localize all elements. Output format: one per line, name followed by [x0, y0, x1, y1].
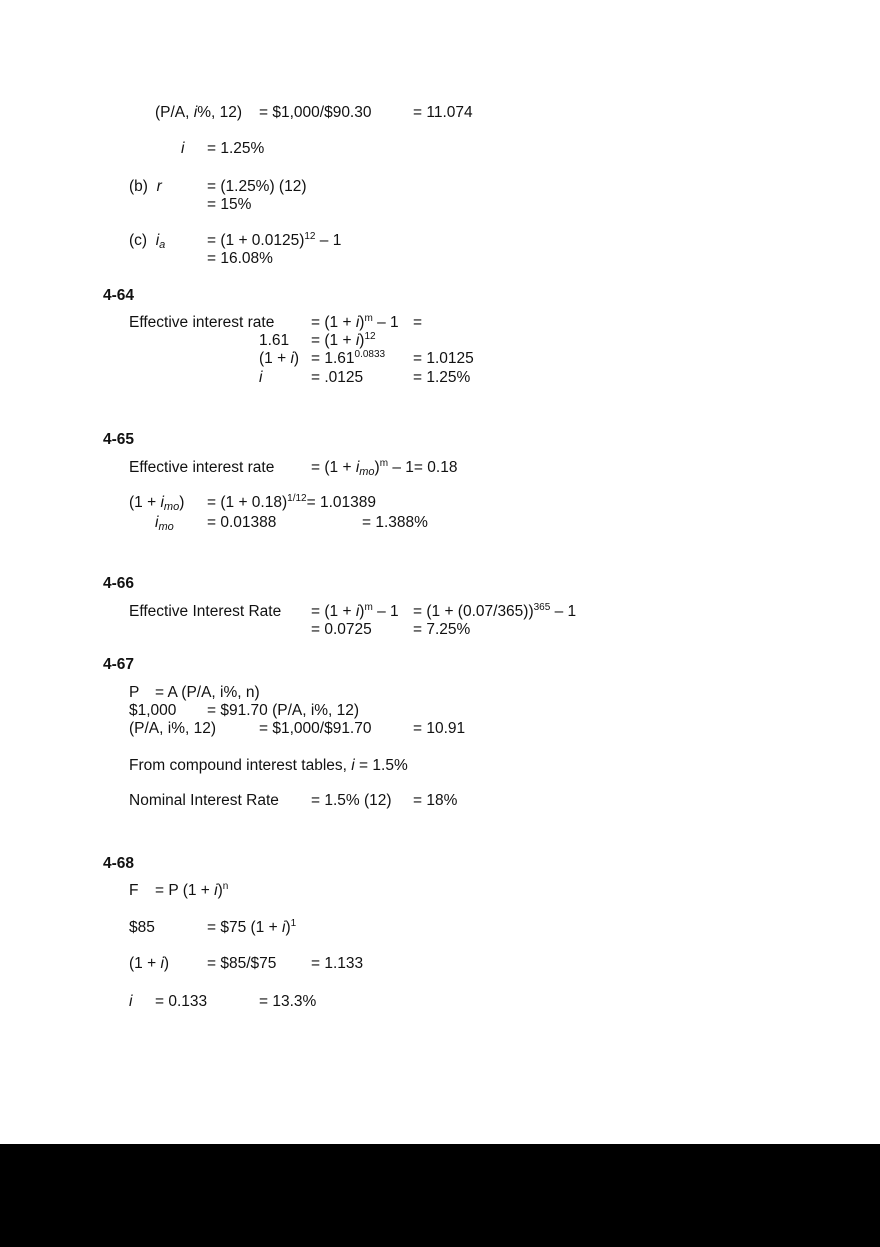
row-result: = — [413, 314, 423, 331]
row-result: = 18% — [413, 792, 458, 809]
part-b-label: (b) r — [129, 178, 162, 195]
row-label: (1 + i) — [259, 350, 300, 367]
problem-heading-4-64: 4-64 — [103, 287, 135, 304]
row-result: = 7.25% — [413, 621, 471, 638]
row-label: 1.61 — [259, 332, 290, 349]
part-c-line1: = $(1 + 0.0125)^{12} - 1$ — [207, 231, 342, 249]
bottom-black-bar — [0, 1144, 880, 1247]
row-label: (P/A, i%, 12) — [129, 720, 216, 737]
row-result: = $(1 + (0.07/365))^{365} - 1$ — [413, 602, 577, 620]
row-expression: = $(1 + i)^{12}$ — [311, 331, 376, 349]
row-label: Nominal Interest Rate — [129, 792, 279, 809]
i-variable: i — [181, 140, 185, 157]
row-label: (1 + i) — [129, 955, 170, 972]
part-b-line1: = (1.25%) (12) — [207, 178, 307, 195]
row-result: = 10.91 — [413, 720, 466, 737]
row-expression: = $75 $(1 + i)^1$ — [207, 918, 297, 936]
row-result: = 1.388% — [362, 514, 428, 531]
row-label: i — [259, 369, 263, 386]
row-label: $1,000 — [129, 702, 177, 719]
pa-factor-expression: = $1,000/$90.30 — [259, 104, 372, 121]
pa-factor-result: = 11.074 — [413, 104, 473, 121]
row-label: $85 — [129, 919, 155, 936]
row-expression: = 1.5% (12) — [311, 792, 392, 809]
row-expression: = 0.0725 — [311, 621, 372, 638]
row-expression: = $1.61^{0.0833}$ — [311, 349, 386, 367]
row-expression: = $(1 + 0.18)^{1/12}= 1.01389$ — [207, 493, 376, 511]
row-result: = 13.3% — [259, 993, 317, 1010]
row-expression: = $85/$75 — [207, 955, 277, 972]
problem-heading-4-68: 4-68 — [103, 855, 135, 872]
row-expression: = .0125 — [311, 369, 364, 386]
pa-factor-label: (P/A, i%, 12) — [155, 104, 243, 121]
row-expression: = 0.133 — [155, 993, 208, 1010]
row-expression: = 0.01388 — [207, 514, 277, 531]
i-value: = 1.25% — [207, 140, 265, 157]
row-label: Effective interest rate — [129, 314, 275, 331]
row-result: = 1.0125 — [413, 350, 474, 367]
row-result: = 1.25% — [413, 369, 471, 386]
row-expression: = $(1 + i_{mo})^m - 1= 0.18$ — [311, 458, 458, 478]
row-label: F — [129, 882, 139, 899]
row-expression: = $(1 + i)^m - 1$ — [311, 313, 399, 331]
row-expression: = $91.70 (P/A, i%, 12) — [207, 702, 360, 719]
row-expression: = $1,000/$91.70 — [259, 720, 372, 737]
row-text: From compound interest tables, i = 1.5% — [129, 757, 408, 774]
row-label: i — [129, 993, 133, 1010]
row-expression: = A (P/A, i%, n) — [155, 684, 260, 701]
part-c-line2: = 16.08% — [207, 250, 273, 267]
row-label: $i_{mo}$ — [155, 514, 174, 533]
row-label: Effective interest rate — [129, 459, 275, 476]
problem-heading-4-67: 4-67 — [103, 656, 135, 673]
row-label: P — [129, 684, 140, 701]
part-c-label: (c) $i_a$ — [129, 232, 166, 251]
row-result: = 1.133 — [311, 955, 364, 972]
problem-heading-4-66: 4-66 — [103, 575, 135, 592]
problem-heading-4-65: 4-65 — [103, 431, 135, 448]
row-label: Effective Interest Rate — [129, 603, 282, 620]
row-expression: = $(1 + i)^m - 1$ — [311, 602, 399, 620]
row-expression: = P $(1 + i)^n$ — [155, 881, 229, 899]
row-label: $(1 + i_{mo})$ — [129, 494, 185, 513]
part-b-line2: = 15% — [207, 196, 252, 213]
